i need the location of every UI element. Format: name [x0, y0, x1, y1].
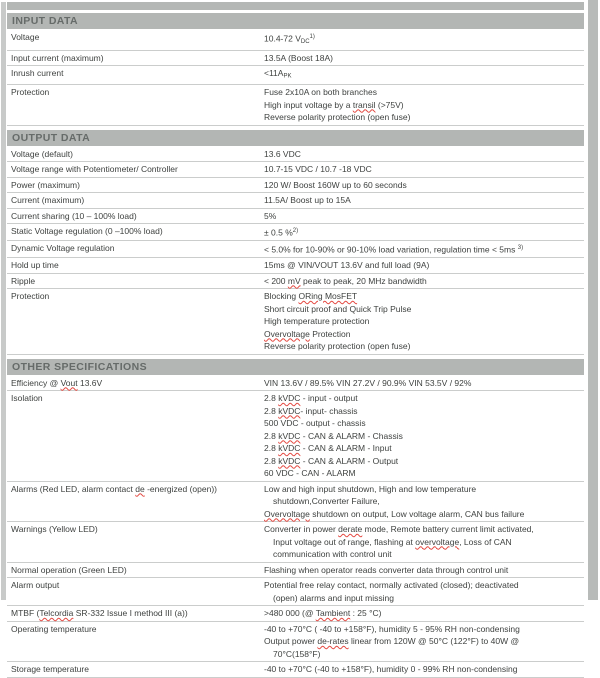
- value-line: [264, 592, 582, 605]
- text-segment: Ripple: [11, 275, 36, 286]
- spec-value: [264, 392, 584, 480]
- value-line: [264, 377, 582, 390]
- value-line: [264, 579, 582, 592]
- text-segment: Output power: [264, 636, 318, 646]
- text-segment: , Loss of CAN: [459, 536, 512, 547]
- spec-label: [7, 483, 264, 521]
- spellcheck-word: kVDC: [278, 455, 301, 466]
- text-segment: Dynamic Voltage regulation: [11, 243, 115, 253]
- spec-row: [7, 376, 584, 392]
- label-line: [11, 148, 264, 161]
- text-segment: Efficiency @: [11, 377, 61, 388]
- spec-label: [7, 86, 264, 124]
- value-line: [264, 328, 582, 341]
- value-line: [264, 536, 582, 549]
- label-line: [11, 225, 264, 238]
- text-segment: 13.5A (Boost 18A): [264, 52, 333, 63]
- text-segment: Hold up time: [11, 260, 59, 270]
- text-segment: 70°C(158°F): [273, 648, 321, 659]
- text-segment: 10.4-72 V: [264, 33, 301, 44]
- text-segment: -energized (open)): [144, 483, 217, 494]
- spellcheck-word: Tambient: [315, 608, 351, 618]
- value-line: [264, 99, 582, 112]
- text-segment: SR-332 Issue I method III (a)): [73, 608, 188, 618]
- spec-row: [7, 662, 584, 678]
- text-segment: Low and high input shutdown, High and low temperature: [264, 483, 477, 494]
- spec-value: [264, 210, 584, 223]
- text-segment: Alarm output: [11, 580, 60, 590]
- spec-row: [7, 258, 584, 274]
- text-segment: PK: [283, 73, 292, 80]
- text-segment: Alarms (Red LED, alarm contact: [11, 483, 136, 494]
- value-line: [264, 275, 582, 288]
- label-line: [11, 523, 264, 536]
- text-segment: shutdown,Converter Failure,: [273, 496, 380, 506]
- spec-label: [7, 663, 264, 676]
- section: [7, 359, 584, 678]
- spec-label: [7, 210, 264, 223]
- spec-value: [264, 31, 584, 49]
- text-segment: mode, Remote battery current limit activated,: [362, 524, 534, 534]
- section-title: OTHER SPECIFICATIONS: [12, 360, 147, 373]
- spec-label: [7, 242, 264, 256]
- value-line: [264, 259, 582, 272]
- value-line: [264, 508, 582, 521]
- spec-row: [7, 51, 584, 67]
- value-line: [264, 663, 582, 676]
- text-segment: Isolation: [11, 393, 43, 403]
- spellcheck-word: overvoltage: [415, 536, 460, 547]
- spec-row: [7, 193, 584, 209]
- label-line: [11, 210, 264, 223]
- spec-table-body: [7, 13, 584, 678]
- spellcheck-word: de: [135, 483, 145, 494]
- text-segment: Input current (maximum): [11, 52, 104, 63]
- text-segment: - CAN & ALARM - Chassis: [300, 430, 403, 441]
- text-segment: ± 0.5 %: [264, 227, 293, 238]
- text-segment: 13.6 VDC: [264, 148, 301, 159]
- text-segment: Converter in power: [264, 524, 339, 534]
- section: [7, 13, 584, 126]
- text-segment: linear from 120W @ 50°C (122°F) to 40W @: [348, 636, 520, 646]
- text-segment: 60 VDC - CAN - ALARM: [264, 468, 356, 478]
- spec-row: [7, 622, 584, 663]
- text-segment: 2.8: [264, 393, 279, 403]
- spec-table: [7, 2, 584, 678]
- value-line: [264, 430, 582, 443]
- spellcheck-word: Overvoltage: [264, 328, 310, 339]
- text-segment: 10.7-15 VDC / 10.7 -18 VDC: [264, 164, 372, 174]
- spec-value: [264, 86, 584, 124]
- spec-label: [7, 377, 264, 390]
- label-line: [11, 259, 264, 272]
- section-title: INPUT DATA: [12, 15, 79, 27]
- text-segment: Protection: [11, 87, 50, 97]
- spec-value: [264, 663, 584, 676]
- spec-row: [7, 209, 584, 225]
- spec-label: [7, 579, 264, 604]
- text-segment: communication with control unit: [273, 549, 392, 559]
- value-line: [264, 210, 582, 223]
- spec-row: [7, 391, 584, 482]
- text-segment: 11.5A/ Boost up to 15A: [264, 195, 351, 205]
- spec-row: [7, 224, 584, 241]
- text-segment: < 5.0% for 10-90% or 90-10% load variation, regulation time < 5ms: [264, 244, 518, 255]
- text-segment: - CAN & ALARM - Input: [300, 443, 392, 453]
- spec-label: [7, 194, 264, 207]
- value-line: [264, 467, 582, 480]
- text-segment: Potential free relay contact, normally activated (closed); deactivated: [264, 580, 519, 590]
- section-rows: [7, 376, 584, 678]
- label-line: [11, 564, 264, 577]
- value-line: [264, 340, 582, 353]
- label-line: [11, 392, 264, 405]
- text-segment: Blocking: [264, 291, 299, 301]
- value-line: [264, 483, 582, 496]
- value-line: [264, 495, 582, 508]
- spec-label: [7, 67, 264, 83]
- spec-row: [7, 563, 584, 579]
- label-line: [11, 607, 264, 620]
- text-segment: Voltage: [11, 32, 40, 42]
- spec-row: [7, 178, 584, 194]
- text-segment: Operating temperature: [11, 623, 97, 634]
- value-line: [264, 31, 582, 49]
- value-line: [264, 564, 582, 577]
- spellcheck-word: kVDC: [278, 443, 301, 453]
- spec-label: [7, 259, 264, 272]
- spec-row: [7, 274, 584, 290]
- text-segment: 2): [292, 228, 299, 234]
- value-line: [264, 194, 582, 207]
- value-line: [264, 52, 582, 65]
- text-segment: Current sharing (10 – 100% load): [11, 210, 137, 221]
- text-segment: Voltage (default): [11, 148, 73, 159]
- value-line: [264, 225, 582, 239]
- label-line: [11, 163, 264, 176]
- spec-value: [264, 579, 584, 604]
- text-segment: Warnings (Yellow LED): [11, 524, 98, 534]
- value-line: [264, 417, 582, 430]
- text-segment: High temperature protection: [264, 316, 370, 326]
- text-segment: DC: [300, 39, 310, 45]
- spec-row: [7, 578, 584, 606]
- label-line: [11, 483, 264, 496]
- text-segment: VIN 13.6V / 89.5% VIN 27.2V / 90.9% VIN 53.5V / 92%: [264, 377, 472, 388]
- value-line: [264, 607, 582, 620]
- label-line: [11, 242, 264, 255]
- text-segment: High input voltage by a: [264, 99, 353, 110]
- value-line: [264, 623, 582, 636]
- text-segment: 2.8: [264, 443, 279, 453]
- spec-value: [264, 623, 584, 661]
- label-line: [11, 290, 264, 303]
- text-segment: (>75V): [375, 99, 404, 110]
- spec-value: [264, 225, 584, 239]
- text-segment: Protection: [11, 291, 50, 301]
- spec-label: [7, 290, 264, 353]
- spec-row: [7, 66, 584, 85]
- label-line: [11, 31, 264, 44]
- text-segment: Reverse polarity protection (open fuse): [264, 112, 411, 122]
- text-segment: Current (maximum): [11, 195, 85, 205]
- text-segment: : 25 °C): [350, 608, 382, 618]
- spec-value: [264, 483, 584, 521]
- text-segment: 13.6V: [77, 377, 103, 388]
- spec-value: [264, 377, 584, 390]
- spec-value: [264, 259, 584, 272]
- section-header: [7, 130, 584, 146]
- spellcheck-word: de-rates: [317, 636, 349, 646]
- page-edge-left: [1, 2, 6, 600]
- spellcheck-word: ORing MosFET: [298, 291, 358, 301]
- text-segment: 2.8: [264, 455, 279, 466]
- text-segment: peak to peak, 20 MHz bandwidth: [300, 275, 427, 286]
- text-segment: 1): [309, 34, 315, 40]
- spec-label: [7, 392, 264, 480]
- spellcheck-word: Vout: [60, 377, 78, 388]
- spec-value: [264, 67, 584, 83]
- value-line: [264, 405, 582, 418]
- spellcheck-word: kVDC: [278, 393, 301, 403]
- text-segment: (open) alarms and input missing: [273, 592, 394, 603]
- spec-value: [264, 523, 584, 561]
- spellcheck-word: Telcordia: [39, 608, 74, 618]
- spec-value: [264, 52, 584, 65]
- label-line: [11, 663, 264, 676]
- spellcheck-word: mV: [287, 275, 301, 286]
- text-segment: Power (maximum): [11, 179, 80, 190]
- spec-label: [7, 52, 264, 65]
- text-segment: -40 to +70°C ( -40 to +158°F), humidity 5 - 95% RH non-condensing: [264, 623, 520, 634]
- text-segment: < 200: [264, 275, 288, 286]
- spec-label: [7, 163, 264, 176]
- text-segment: 2.8: [264, 405, 279, 416]
- value-line: [264, 67, 582, 83]
- value-line: [264, 442, 582, 455]
- value-line: [264, 163, 582, 176]
- spec-label: [7, 148, 264, 161]
- section-rows: [7, 147, 584, 355]
- value-line: [264, 111, 582, 124]
- text-segment: -40 to +70°C (-40 to +158°F), humidity 0 - 99% RH non-condensing: [264, 664, 518, 674]
- label-line: [11, 275, 264, 288]
- text-segment: 500 VDC - output - chassis: [264, 418, 366, 428]
- spellcheck-word: kVDC: [278, 405, 301, 416]
- spec-label: [7, 31, 264, 49]
- label-line: [11, 86, 264, 99]
- text-segment: Inrush current: [11, 68, 64, 78]
- label-line: [11, 179, 264, 192]
- label-line: [11, 194, 264, 207]
- text-segment: MTBF (: [11, 608, 40, 618]
- value-line: [264, 635, 582, 648]
- spec-value: [264, 290, 584, 353]
- spec-row: [7, 147, 584, 163]
- label-line: [11, 377, 264, 390]
- text-segment: 3): [517, 245, 524, 251]
- section: [7, 130, 584, 355]
- spec-value: [264, 607, 584, 620]
- value-line: [264, 392, 582, 405]
- value-line: [264, 148, 582, 161]
- spellcheck-word: derate: [338, 524, 363, 534]
- spec-label: [7, 275, 264, 288]
- text-segment: - input - output: [300, 393, 358, 403]
- text-segment: - input- chassis: [300, 405, 358, 416]
- spec-row: [7, 522, 584, 563]
- spec-row: [7, 85, 584, 126]
- page-edge-right: [588, 0, 598, 600]
- spec-label: [7, 564, 264, 577]
- section-rows: [7, 30, 584, 126]
- text-segment: Static Voltage regulation (0 –100% load): [11, 226, 163, 236]
- label-line: [11, 67, 264, 80]
- section-header: [7, 13, 584, 29]
- section-header: [7, 359, 584, 375]
- spec-row: [7, 289, 584, 355]
- spellcheck-word: Overvoltage: [264, 508, 310, 519]
- value-line: [264, 523, 582, 536]
- spellcheck-word: transil: [352, 99, 376, 110]
- text-segment: Flashing when operator reads converter data through control unit: [264, 564, 509, 575]
- label-line: [11, 52, 264, 65]
- spec-value: [264, 163, 584, 176]
- spec-value: [264, 148, 584, 161]
- text-segment: - CAN & ALARM - Output: [300, 455, 399, 466]
- spec-value: [264, 275, 584, 288]
- text-segment: Fuse 2x10A on both branches: [264, 87, 377, 97]
- section-title: OUTPUT DATA: [12, 131, 91, 144]
- text-segment: shutdown on output, Low voltage alarm, CAN bus failure: [309, 508, 525, 519]
- text-segment: Input voltage out of range, flashing at: [273, 536, 416, 547]
- spec-label: [7, 623, 264, 661]
- spec-label: [7, 225, 264, 239]
- value-line: [264, 179, 582, 192]
- value-line: [264, 242, 582, 256]
- spellcheck-word: kVDC: [278, 430, 301, 441]
- value-line: [264, 315, 582, 328]
- spec-value: [264, 194, 584, 207]
- value-line: [264, 648, 582, 661]
- spec-value: [264, 242, 584, 256]
- label-line: [11, 579, 264, 592]
- text-segment: 15ms @ VIN/VOUT 13.6V and full load (9A): [264, 260, 430, 270]
- text-segment: 120 W/ Boost 160W up to 60 seconds: [264, 179, 407, 190]
- label-line: [11, 623, 264, 636]
- spec-value: [264, 564, 584, 577]
- spec-label: [7, 179, 264, 192]
- spec-row: [7, 241, 584, 258]
- spec-row: [7, 606, 584, 622]
- text-segment: 2.8: [264, 430, 279, 441]
- text-segment: Voltage range with Potentiometer/ Controller: [11, 164, 178, 174]
- value-line: [264, 303, 582, 316]
- text-segment: Protection: [309, 328, 351, 339]
- text-segment: Normal operation (Green LED): [11, 564, 127, 575]
- spec-row: [7, 482, 584, 523]
- spec-label: [7, 523, 264, 561]
- text-segment: Short circuit proof and Quick Trip Pulse: [264, 303, 412, 314]
- value-line: [264, 290, 582, 303]
- spec-value: [264, 179, 584, 192]
- text-segment: Reverse polarity protection (open fuse): [264, 341, 411, 351]
- spec-label: [7, 607, 264, 620]
- value-line: [264, 86, 582, 99]
- text-segment: 5%: [264, 210, 277, 221]
- value-line: [264, 455, 582, 468]
- value-line: [264, 548, 582, 561]
- text-segment: Storage temperature: [11, 664, 89, 674]
- spec-row: [7, 162, 584, 178]
- spec-row: [7, 30, 584, 51]
- top-band: [7, 2, 584, 10]
- text-segment: >480 000 (@: [264, 608, 316, 618]
- text-segment: <11A: [264, 68, 284, 78]
